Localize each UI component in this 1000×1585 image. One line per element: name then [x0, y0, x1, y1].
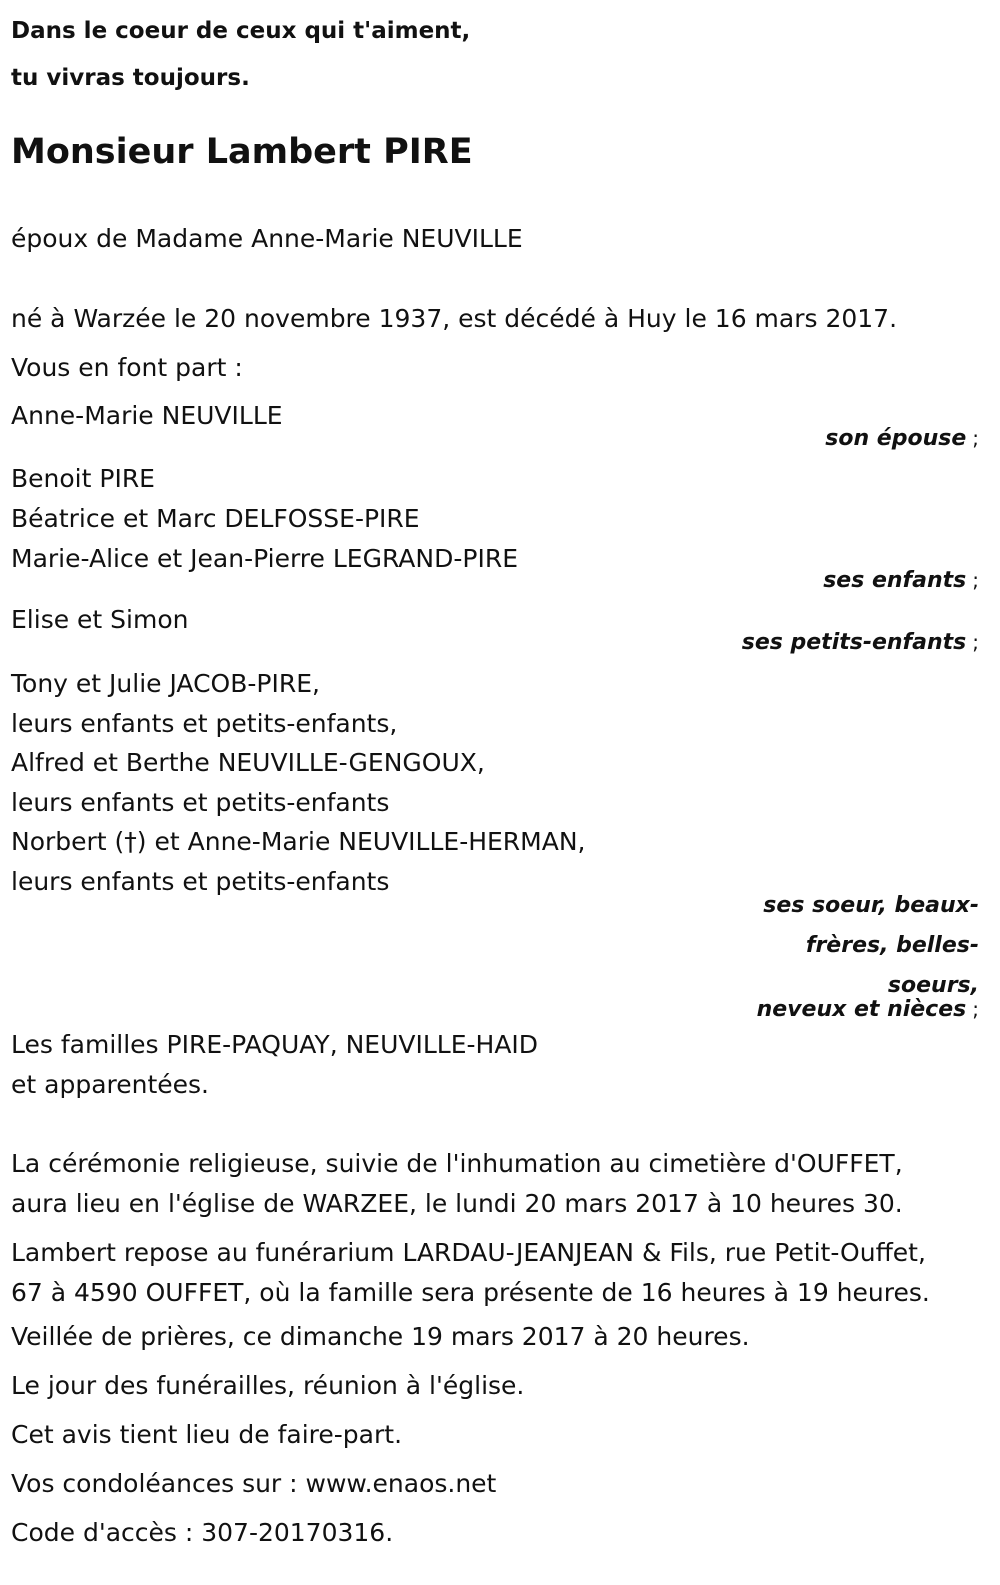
- role-label: ses enfants: [823, 568, 967, 593]
- sibling-line: leurs enfants et petits-enfants,: [11, 708, 398, 738]
- role-children: [823, 568, 979, 593]
- ceremony-paragraph: [11, 1144, 903, 1224]
- spouse-name: Anne-Marie NEUVILLE: [11, 401, 283, 430]
- access-code-line: Code d'accès : 307-20170316.: [11, 1518, 394, 1547]
- ceremony-line: aura lieu en l'église de WARZEE, le lundi 20 mars 2017 à 10 heures 30.: [11, 1189, 903, 1218]
- role-spouse: [825, 426, 979, 451]
- notice-line: Cet avis tient lieu de faire-part.: [11, 1420, 403, 1449]
- spouse-line: époux de Madame Anne-Marie NEUVILLE: [11, 224, 523, 253]
- sibling-line: leurs enfants et petits-enfants: [11, 866, 390, 896]
- role-separator: ;: [972, 997, 979, 1021]
- role-line: soeurs,: [887, 973, 979, 998]
- siblings-list: [11, 664, 586, 901]
- families-list: [11, 1025, 538, 1105]
- role-separator: ;: [972, 568, 979, 592]
- families-line: Les familles PIRE-PAQUAY, NEUVILLE-HAID: [11, 1030, 539, 1059]
- child-name: Marie-Alice et Jean-Pierre LEGRAND-PIRE: [11, 544, 518, 573]
- sibling-line: leurs enfants et petits-enfants: [11, 787, 390, 817]
- epigraph: [11, 8, 470, 102]
- role-siblings: [757, 886, 979, 1030]
- condolences-line: Vos condoléances sur : www.enaos.net: [11, 1469, 497, 1498]
- role-line: ses soeur, beaux-: [763, 893, 979, 918]
- role-label: neveux et nièces: [756, 997, 967, 1022]
- role-label: son épouse: [825, 426, 967, 451]
- sibling-line: Tony et Julie JACOB-PIRE,: [11, 669, 320, 698]
- epigraph-line: tu vivras toujours.: [11, 65, 250, 91]
- deceased-name: Monsieur Lambert PIRE: [11, 132, 473, 172]
- birth-death-line: né à Warzée le 20 novembre 1937, est décédé à Huy le 16 mars 2017.: [11, 304, 898, 333]
- grandchildren-names: Elise et Simon: [11, 605, 189, 634]
- role-line-last: [757, 989, 979, 1030]
- role-separator: ;: [972, 426, 979, 450]
- role-label: ses petits-enfants: [741, 630, 967, 655]
- role-separator: ;: [972, 630, 979, 654]
- families-line: et apparentées.: [11, 1070, 209, 1099]
- funeral-home-line: Lambert repose au funérarium LARDAU-JEANJEAN & Fils, rue Petit-Ouffet,: [11, 1238, 926, 1267]
- role-line: frères, belles-: [805, 933, 979, 958]
- role-grandchildren: [742, 630, 979, 655]
- funeral-home-line: 67 à 4590 OUFFET, où la famille sera présente de 16 heures à 19 heures.: [11, 1278, 930, 1307]
- ceremony-line: La cérémonie religieuse, suivie de l'inhumation au cimetière d'OUFFET,: [11, 1149, 903, 1178]
- meeting-line: Le jour des funérailles, réunion à l'église.: [11, 1371, 525, 1400]
- child-name: Benoit PIRE: [11, 464, 155, 493]
- child-name: Béatrice et Marc DELFOSSE-PIRE: [11, 504, 420, 533]
- announce-label: Vous en font part :: [11, 353, 243, 382]
- sibling-line: Alfred et Berthe NEUVILLE-GENGOUX,: [11, 748, 485, 777]
- epigraph-line: Dans le coeur de ceux qui t'aiment,: [11, 18, 471, 44]
- funeral-home-paragraph: [11, 1233, 930, 1313]
- children-list: [11, 459, 518, 579]
- sibling-line: Norbert (†) et Anne-Marie NEUVILLE-HERMAN,: [11, 827, 586, 856]
- vigil-line: Veillée de prières, ce dimanche 19 mars 2017 à 20 heures.: [11, 1322, 750, 1351]
